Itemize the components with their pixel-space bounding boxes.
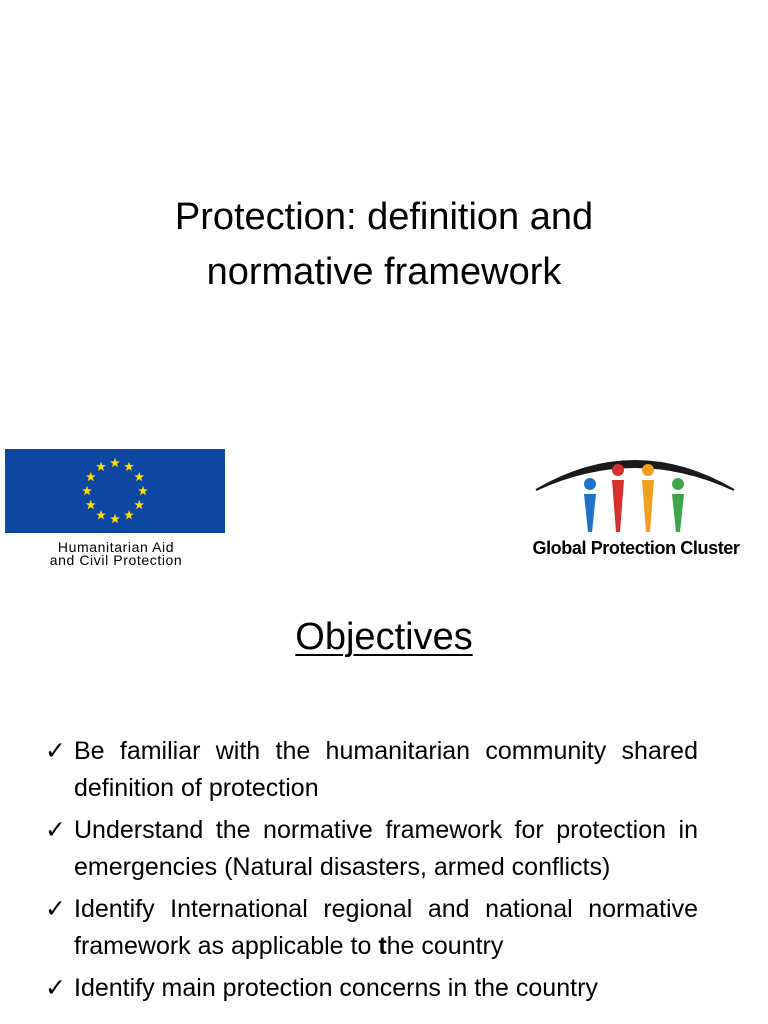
objective-text-part: he country bbox=[386, 932, 504, 960]
objective-item bbox=[45, 970, 698, 1007]
eu-caption-line-1: Humanitarian Aid bbox=[57, 539, 175, 555]
person-head-icon bbox=[612, 464, 624, 476]
checkmark-icon: ✓ bbox=[45, 816, 66, 844]
objectives-list bbox=[45, 733, 698, 1012]
objective-text-part: Identify International regional and national normative framework as applicable to bbox=[74, 895, 698, 960]
objective-text: Be familiar with the humanitarian community shared definition of protection bbox=[74, 737, 698, 802]
person-body-icon bbox=[612, 480, 624, 532]
checkmark-icon: ✓ bbox=[45, 895, 66, 923]
eu-flag-icon bbox=[5, 449, 225, 533]
objective-text bbox=[74, 895, 698, 960]
objective-text-bold: t bbox=[378, 932, 387, 960]
checkmark-icon: ✓ bbox=[45, 974, 66, 1002]
person-head-icon bbox=[672, 478, 684, 490]
eu-humanitarian-aid-logo bbox=[5, 449, 225, 574]
objective-text: Understand the normative framework for protection in emergencies (Natural disasters, armed conflicts) bbox=[74, 816, 698, 881]
eu-caption-line-2: and Civil Protection bbox=[49, 552, 183, 568]
slide-title-line-2: normative framework bbox=[206, 251, 562, 293]
person-body-icon bbox=[672, 494, 684, 532]
objective-item bbox=[45, 891, 698, 965]
person-head-icon bbox=[584, 478, 596, 490]
slide-title bbox=[0, 190, 768, 300]
objective-item bbox=[45, 733, 698, 807]
checkmark-icon: ✓ bbox=[45, 737, 66, 765]
objective-item bbox=[45, 812, 698, 886]
person-head-icon bbox=[642, 464, 654, 476]
people-figures-icon bbox=[532, 450, 738, 536]
eu-logo-caption bbox=[5, 541, 227, 567]
gpc-logo-name: Global Protection Cluster bbox=[532, 538, 740, 558]
person-body-icon bbox=[584, 494, 596, 532]
objectives-heading: Objectives bbox=[295, 616, 473, 658]
slide-title-line-1: Protection: definition and bbox=[174, 196, 594, 238]
global-protection-cluster-logo bbox=[518, 450, 754, 565]
person-body-icon bbox=[642, 480, 654, 532]
objective-text: Identify main protection concerns in the country bbox=[74, 974, 598, 1002]
